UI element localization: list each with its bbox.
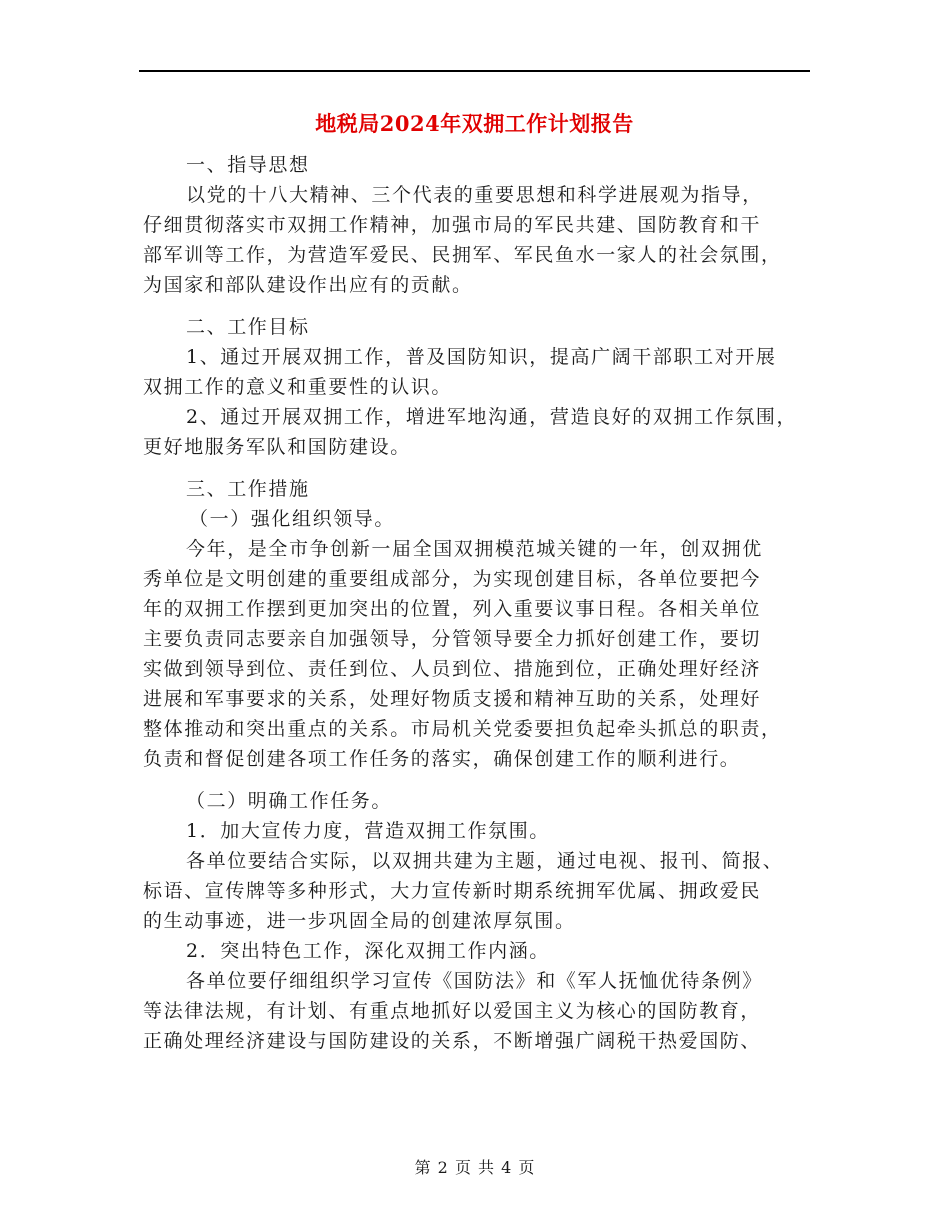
paragraph-line: 年的双拥工作摆到更加突出的位置，列入重要议事日程。各相关单位 (143, 598, 762, 620)
paragraph-line: 二、工作目标 (186, 316, 310, 338)
page-footer: 第 2 页 共 4 页 (414, 1158, 536, 1177)
paragraph-line: 进展和军事要求的关系，处理好物质支援和精神互助的关系，处理好 (143, 688, 762, 710)
paragraph-line: 三、工作措施 (186, 478, 310, 500)
paragraph-line: 2．突出特色工作，深化双拥工作内涵。 (186, 940, 550, 962)
paragraph-line: 为国家和部队建设作出应有的贡献。 (143, 274, 473, 296)
paragraph-line: 更好地服务军队和国防建设。 (143, 436, 411, 458)
paragraph-line: 整体推动和突出重点的关系。市局机关党委要担负起牵头抓总的职责， (143, 718, 782, 740)
paragraph-line: 各单位要仔细组织学习宣传《国防法》和《军人抚恤优待条例》 (186, 970, 763, 992)
paragraph-line: 标语、宣传牌等多种形式，大力宣传新时期系统拥军优属、拥政爱民 (143, 880, 762, 902)
paragraph-line: 的生动事迹，进一步巩固全局的创建浓厚氛围。 (143, 910, 576, 932)
paragraph-line: 1、通过开展双拥工作，普及国防知识，提高广阔干部职工对开展 (186, 346, 777, 368)
paragraph-line: 主要负责同志要亲自加强领导，分管领导要全力抓好创建工作，要切 (143, 628, 762, 650)
paragraph-line: 正确处理经济建设与国防建设的关系，不断增强广阔税干热爱国防、 (143, 1030, 762, 1052)
paragraph-line: （一）强化组织领导。 (189, 508, 396, 530)
paragraph-line: 各单位要结合实际，以双拥共建为主题，通过电视、报刊、简报、 (186, 850, 784, 872)
paragraph-line: 以党的十八大精神、三个代表的重要思想和科学进展观为指导， (186, 184, 763, 206)
header-rule (139, 70, 810, 72)
paragraph-line: 实做到领导到位、责任到位、人员到位、措施到位，正确处理好经济 (143, 658, 762, 680)
paragraph-line: 部军训等工作，为营造军爱民、民拥军、军民鱼水一家人的社会氛围， (143, 244, 782, 266)
paragraph-line: 秀单位是文明创建的重要组成部分，为实现创建目标，各单位要把今 (143, 568, 762, 590)
paragraph-line: 今年，是全市争创新一届全国双拥模范城关键的一年，创双拥优 (186, 538, 763, 560)
paragraph-line: 一、指导思想 (186, 154, 310, 176)
paragraph-line: 仔细贯彻落实市双拥工作精神，加强市局的军民共建、国防教育和干 (143, 214, 762, 236)
paragraph-line: 双拥工作的意义和重要性的认识。 (143, 376, 453, 398)
document-title: 地税局2024年双拥工作计划报告 (315, 111, 634, 136)
paragraph-line: 1．加大宣传力度，营造双拥工作氛围。 (186, 820, 550, 842)
paragraph-line: （二）明确工作任务。 (186, 790, 393, 812)
paragraph-line: 2、通过开展双拥工作，增进军地沟通，营造良好的双拥工作氛围， (186, 406, 798, 428)
paragraph-line: 负责和督促创建各项工作任务的落实，确保创建工作的顺利进行。 (143, 748, 741, 770)
paragraph-line: 等法律法规，有计划、有重点地抓好以爱国主义为核心的国防教育， (143, 1000, 762, 1022)
